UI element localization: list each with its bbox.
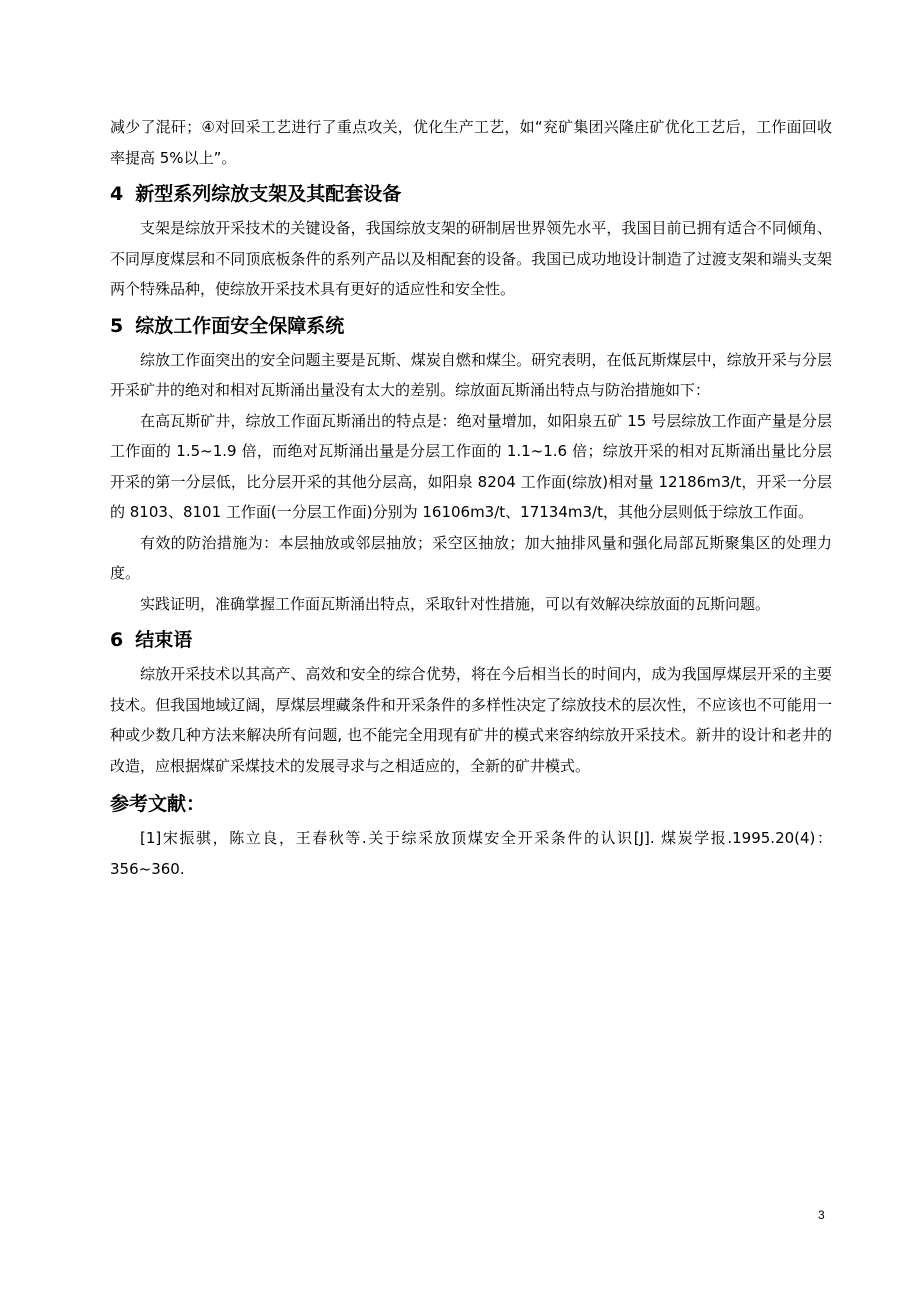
section-5-title: 综放工作面安全保障系统 bbox=[135, 314, 345, 337]
section-4-heading bbox=[110, 181, 832, 207]
section-6-number: 6 bbox=[110, 629, 124, 651]
reference-item: [1]宋振骐，陈立良，王春秋等.关于综采放顶煤安全开采条件的认识[J]. 煤炭学报.1995.20(4)：356~360. bbox=[110, 829, 832, 878]
document-page bbox=[110, 112, 832, 884]
section-5-paragraph-4: 实践证明，准确掌握工作面瓦斯涌出特点，采取针对性措施，可以有效解决综放面的瓦斯问题。 bbox=[140, 594, 771, 613]
section-5-paragraph-3: 有效的防治措施为：本层抽放或邻层抽放；采空区抽放；加大抽排风量和强化局部瓦斯聚集区的处理力度。 bbox=[110, 533, 832, 582]
section-5-paragraph-1: 综放工作面突出的安全问题主要是瓦斯、煤炭自燃和煤尘。研究表明，在低瓦斯煤层中，综放开采与分层开采矿井的绝对和相对瓦斯涌出量没有太大的差别。综放面瓦斯涌出特点与防治措施如下： bbox=[110, 350, 832, 399]
references-heading: 参考文献： bbox=[110, 793, 206, 815]
section-6-paragraph-1: 综放开采技术以其高产、高效和安全的综合优势，将在今后相当长的时间内，成为我国厚煤层开采的主要技术。但我国地域辽阔，厚煤层埋藏条件和开采条件的多样性决定了综放技术的层次性，不应该也不可能用一种或少数几种方法来解决所有问题, 也不能完全用现有矿井的模式来容纳综放开采技术。新井的设计和老井的改造，应根据煤矿采煤技术的发展寻求与之相适应的，全新的矿井模式。 bbox=[110, 665, 832, 775]
section-5-number: 5 bbox=[110, 314, 124, 337]
section-4-title: 新型系列综放支架及其配套设备 bbox=[135, 183, 402, 205]
intro-paragraph: 减少了混矸；④对回采工艺进行了重点攻关，优化生产工艺，如“兖矿集团兴隆庄矿优化工艺后，工作面回收率提高 5%以上”。 bbox=[110, 118, 832, 167]
page-number: 3 bbox=[818, 1208, 825, 1222]
section-6-heading bbox=[110, 627, 832, 653]
section-4-paragraph-1: 支架是综放开采技术的关键设备，我国综放支架的研制居世界领先水平，我国目前已拥有适合不同倾角、不同厚度煤层和不同顶底板条件的系列产品以及相配套的设备。我国已成功地设计制造了过渡支架和端头支架两个特殊品种，使综放开采技术具有更好的适应性和安全性。 bbox=[110, 219, 832, 298]
section-4-number: 4 bbox=[110, 183, 124, 205]
section-5-heading bbox=[110, 313, 832, 339]
section-6-title: 结束语 bbox=[135, 629, 193, 651]
section-5-paragraph-2: 在高瓦斯矿井，综放工作面瓦斯涌出的特点是：绝对量增加，如阳泉五矿 15 号层综放工作面产量是分层工作面的 1.5~1.9 倍，而绝对瓦斯涌出量是分层工作面的 1.1~1.6 倍；综放开采的相对瓦斯涌出量比分层开采的第一分层低，比分层开采的其他分层高，如阳泉 8204 工作面(综放)相对量 12186m3/t，开采一分层的 8103、8101 工作面(一分层工作面)分别为 16106m3/t、17134m3/t，其他分层则低于综放工作面。 bbox=[110, 411, 832, 521]
